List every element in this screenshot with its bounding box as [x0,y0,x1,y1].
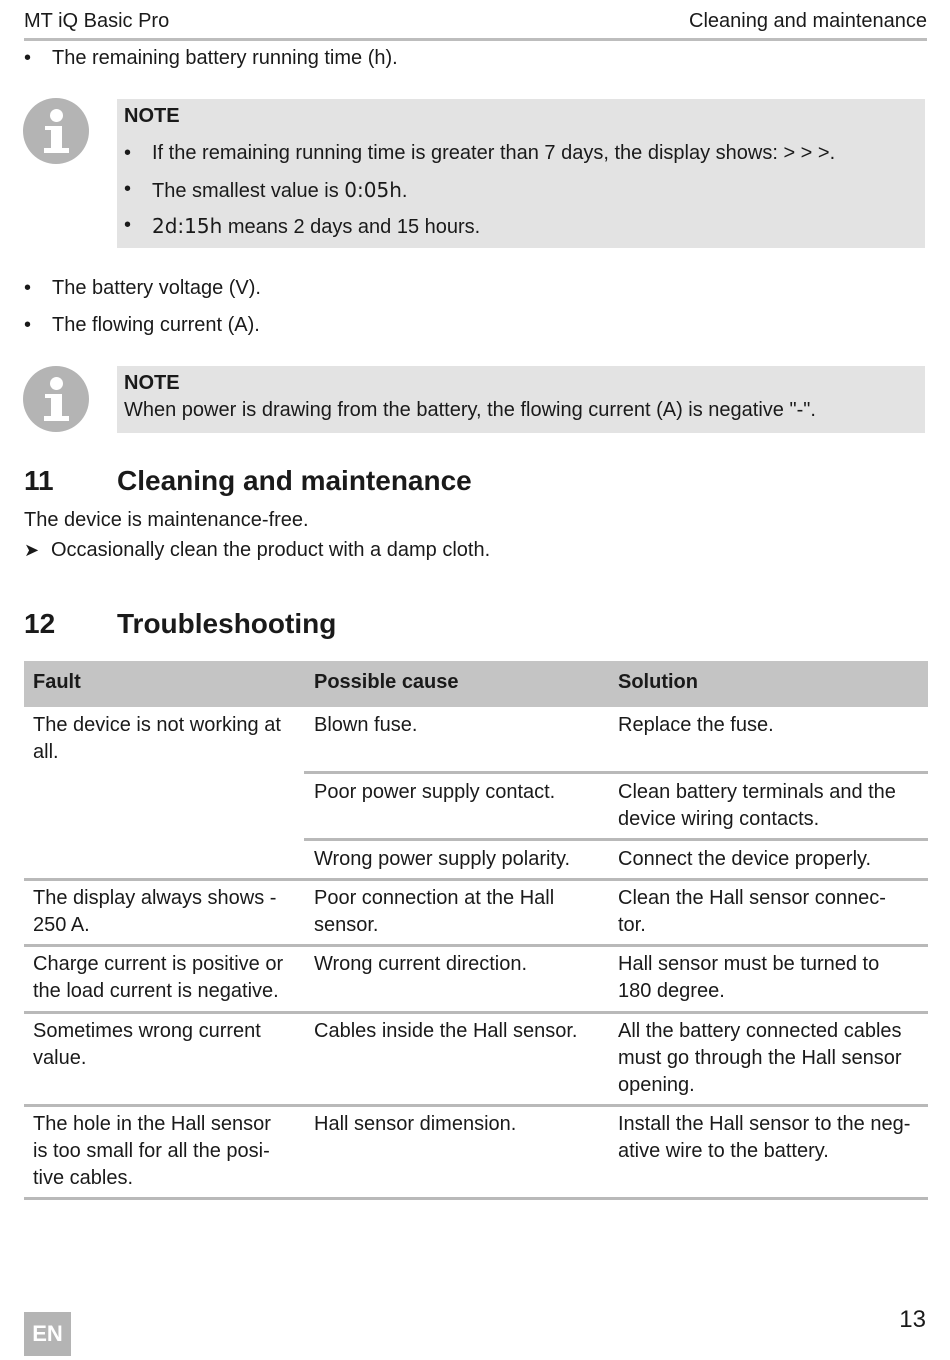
cell-line: 180 degree. [618,980,725,1002]
table-cell-fault [33,885,276,939]
row-divider [304,771,928,774]
table-cell-cause [314,1018,577,1045]
cell-line: opening. [618,1074,695,1096]
note-box: NOTE • If the remaining running time is greater than 7 days, the display shows: > > >. • The smallest value is 0:05h. • 2d:15h means 2 days and 15 hours. [117,99,925,248]
cell-line: Blown fuse. [314,714,418,736]
display-value: 2d:15h [152,214,223,238]
cell-line: value. [33,1047,87,1069]
row-divider [24,1104,928,1107]
row-divider [304,838,928,841]
table-header [24,661,928,707]
paragraph: The device is maintenance-free. [24,509,309,531]
cell-line: Replace the fuse. [618,714,774,736]
cell-line: tive cables. [33,1167,134,1189]
note-item-prefix: The smallest value is [152,180,345,202]
cell-line: All the battery connected cables [618,1020,902,1042]
cell-line: must go through the Hall sensor [618,1047,902,1069]
cell-line: Hall sensor must be turned to [618,953,880,975]
cell-line: The device is not working at [33,714,281,736]
info-icon [23,366,89,432]
section-title: Troubleshooting [117,608,337,639]
step-arrow-icon: ➤ [24,540,40,560]
cell-line: ative wire to the battery. [618,1140,829,1162]
list-item-text: The battery voltage (V). [52,277,261,299]
row-divider [24,1011,928,1014]
cell-line: Wrong power supply polarity. [314,848,571,870]
table-cell-cause [314,779,555,806]
table-cell-solution [618,951,879,1005]
table-cell-cause [314,885,554,939]
note-item-text: means 2 days and 15 hours. [222,216,481,238]
bullet-dot: • [24,314,32,336]
table-cell-cause [314,846,570,873]
column-header-solution: Solution [618,671,698,693]
row-divider [24,944,928,947]
table-cell-fault [33,712,281,766]
cell-line: tor. [618,914,646,936]
table-cell-fault [33,1018,261,1072]
section-number: 12 [24,608,56,639]
row-divider [24,878,928,881]
table-cell-solution [618,1018,902,1099]
cell-line: Clean the Hall sensor connec- [618,887,886,909]
cell-line: The display always shows - [33,887,277,909]
table-cell-cause [314,951,527,978]
cell-line: Sometimes wrong current [33,1020,261,1042]
table-cell-solution [618,779,896,833]
table-cell-solution [618,712,774,739]
cell-line: Connect the device properly. [618,848,872,870]
product-name: MT iQ Basic Pro [24,10,170,32]
cell-line: Poor connection at the Hall [314,887,555,909]
cell-line: device wiring contacts. [618,808,820,830]
bullet-dot: • [24,277,32,299]
bullet-dot: • [24,47,32,69]
column-header-cause: Possible cause [314,671,459,693]
table-cell-solution [618,846,871,873]
table-cell-solution [618,885,886,939]
note-item-text: If the remaining running time is greater than 7 days, the display shows: > > >. [152,142,836,164]
cell-line: Poor power supply contact. [314,781,556,803]
table-cell-cause [314,1111,516,1138]
page-header [24,8,927,41]
table-cell-cause [314,712,417,739]
list-item-text: The remaining battery running time (h). [52,47,398,69]
table-cell-solution [618,1111,910,1165]
cell-line: Hall sensor dimension. [314,1113,517,1135]
cell-line: The hole in the Hall sensor [33,1113,271,1135]
language-badge: EN [24,1312,71,1356]
chapter-title: Cleaning and maintenance [689,10,927,32]
info-icon [23,98,89,164]
note-box [117,366,925,433]
cell-line: Charge current is positive or [33,953,284,975]
column-header-fault: Fault [33,671,81,693]
cell-line: is too small for all the posi- [33,1140,270,1162]
note-title: NOTE [124,105,180,127]
section-title: Cleaning and maintenance [117,465,472,496]
cell-line: the load current is negative. [33,980,279,1002]
cell-line: Wrong current direction. [314,953,528,975]
instruction-step: Occasionally clean the product with a damp cloth. [51,539,491,561]
cell-line: 250 A. [33,914,90,936]
note-text: When power is drawing from the battery, the flowing current (A) is negative "-". [124,399,816,421]
cell-line: Clean battery terminals and the [618,781,896,803]
note-title: NOTE [124,372,180,394]
display-value: 0:05h [344,178,402,202]
note-item-text: . [401,180,408,202]
cell-line: all. [33,741,59,763]
row-divider [24,1197,928,1200]
list-item-text: The flowing current (A). [52,314,260,336]
cell-line: Cables inside the Hall sensor. [314,1020,578,1042]
cell-line: Install the Hall sensor to the neg- [618,1113,911,1135]
table-cell-fault [33,1111,271,1192]
cell-line: sensor. [314,914,379,936]
section-number: 11 [24,465,54,496]
table-cell-fault [33,951,283,1005]
page-number: 13 [899,1306,926,1333]
